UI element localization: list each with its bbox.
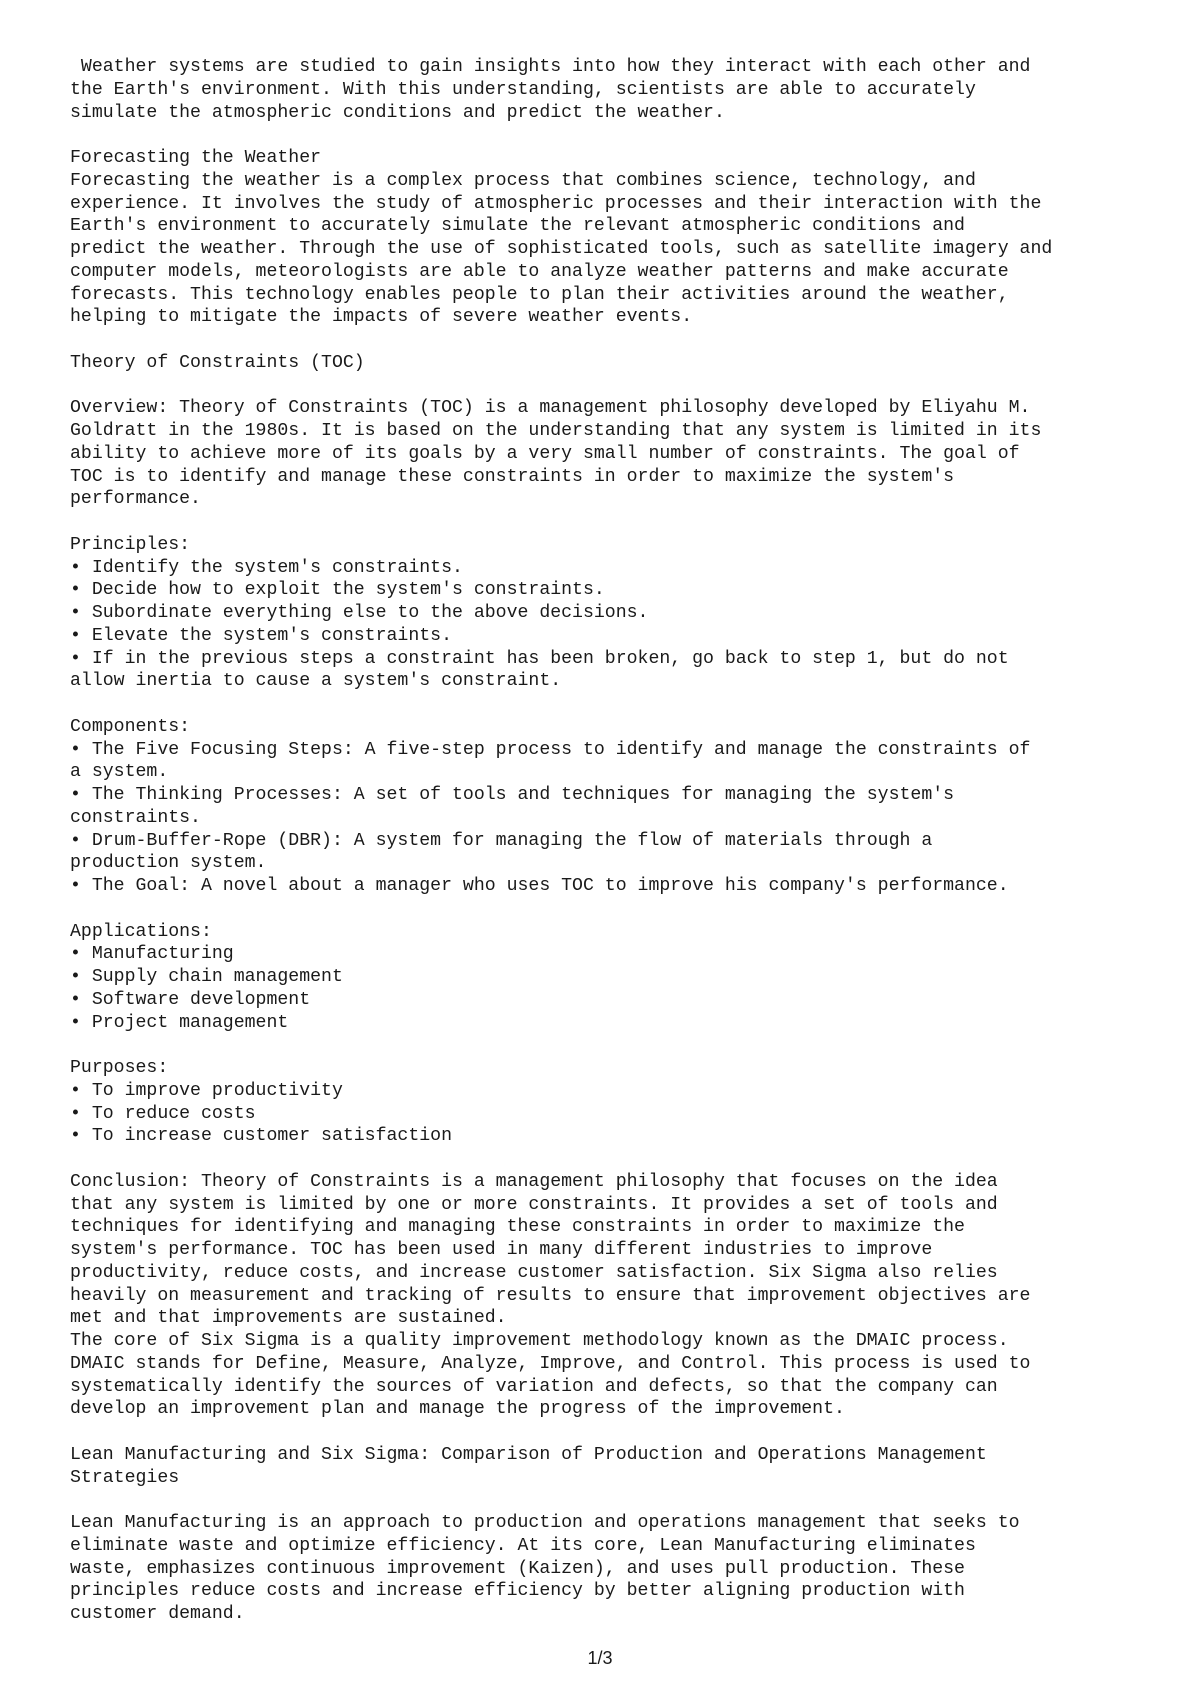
text-line: Overview: Theory of Constraints (TOC) is a management philosophy developed by Eliyahu M. [70,398,1031,419]
text-line: Earth's environment to accurately simulate the relevant atmospheric conditions and [70,216,965,237]
text-line: predict the weather. Through the use of sophisticated tools, such as satellite imagery and [70,239,1053,259]
text-line: ability to achieve more of its goals by a very small number of constraints. The goal of [70,443,1020,464]
text-line: system's performance. TOC has been used in many different industries to improve [70,1240,933,1260]
text-line: • Subordinate everything else to the above decisions. [70,603,649,623]
text-line: met and that improvements are sustained. [70,1308,507,1329]
text-line: Weather systems are studied to gain insights into how they interact with each other and [70,57,1031,77]
text-line: DMAIC stands for Define, Measure, Analyze, Improve, and Control. This process is used to [70,1353,1031,1374]
text-line: simulate the atmospheric conditions and predict the weather. [70,102,725,123]
text-line: Conclusion: Theory of Constraints is a management philosophy that focuses on the idea [70,1171,998,1192]
text-line: • To reduce costs [70,1103,256,1124]
text-line: Components: [70,716,191,737]
text-line: • Project management [70,1012,289,1033]
text-line: experience. It involves the study of atmospheric processes and their interaction with the [70,193,1042,214]
text-line: heavily on measurement and tracking of results to ensure that improvement objectives are [70,1285,1031,1306]
blank-line [70,1421,1170,1444]
text-line: a system. [70,762,169,783]
text-line: waste, emphasizes continuous improvement (Kaizen), and uses pull production. These [70,1558,965,1579]
text-line: Forecasting the weather is a complex process that combines science, technology, and [70,170,976,191]
text-line: Purposes: [70,1058,169,1078]
text-line: TOC is to identify and manage these constraints in order to maximize the system's [70,466,955,487]
text-line: • The Goal: A novel about a manager who uses TOC to improve his company's performance. [70,876,1009,896]
text-line: Lean Manufacturing is an approach to production and operations management that seeks to [70,1513,1020,1533]
text-line: techniques for identifying and managing these constraints in order to maximize the [70,1217,965,1238]
blank-line [70,1489,1170,1512]
text-line: • Elevate the system's constraints. [70,625,452,646]
text-line: • Drum-Buffer-Rope (DBR): A system for managing the flow of materials through a [70,830,933,851]
blank-line [70,329,1170,352]
blank-line [70,124,1170,147]
blank-line [70,375,1170,398]
page-number: 1/3 [587,1648,613,1668]
blank-line [70,511,1170,534]
text-line: forecasts. This technology enables people to plan their activities around the weather, [70,284,1009,305]
text-line: • Manufacturing [70,944,234,965]
text-line: Applications: [70,921,212,942]
blank-line [70,1034,1170,1057]
text-line: • The Five Focusing Steps: A five-step process to identify and manage the constraints of [70,739,1031,760]
text-line: Lean Manufacturing and Six Sigma: Comparison of Production and Operations Management [70,1444,987,1465]
document-body [70,56,1170,1626]
text-line: • To increase customer satisfaction [70,1126,452,1147]
text-line: productivity, reduce costs, and increase customer satisfaction. Six Sigma also relies [70,1262,998,1283]
blank-line [70,898,1170,921]
text-line: Strategies [70,1467,180,1488]
blank-line [70,693,1170,716]
text-line: • To improve productivity [70,1080,343,1101]
text-line: performance. [70,489,201,510]
text-line: Goldratt in the 1980s. It is based on the understanding that any system is limited in its [70,421,1042,441]
text-line: principles reduce costs and increase efficiency by better aligning production with [70,1581,965,1602]
text-line: allow inertia to cause a system's constraint. [70,671,562,692]
text-line: • Decide how to exploit the system's constraints. [70,580,605,601]
blank-line [70,1148,1170,1171]
text-line: computer models, meteorologists are able to analyze weather patterns and make accurate [70,261,1009,282]
text-line: • If in the previous steps a constraint has been broken, go back to step 1, but do not [70,648,1009,669]
text-line: systematically identify the sources of variation and defects, so that the company can [70,1376,998,1397]
text-line: The core of Six Sigma is a quality improvement methodology known as the DMAIC process. [70,1331,1009,1351]
text-line: Principles: [70,534,191,555]
text-line: customer demand. [70,1604,245,1624]
text-line: eliminate waste and optimize efficiency. At its core, Lean Manufacturing eliminates [70,1535,976,1556]
text-line: Theory of Constraints (TOC) [70,352,365,373]
text-line: Forecasting the Weather [70,148,322,168]
text-line: constraints. [70,807,201,828]
text-line: the Earth's environment. With this understanding, scientists are able to accurately [70,79,976,100]
text-line: • Supply chain management [70,967,343,987]
text-line: helping to mitigate the impacts of severe weather events. [70,307,693,328]
text-line: develop an improvement plan and manage the progress of the improvement. [70,1399,845,1420]
text-line: • Software development [70,989,311,1010]
text-line: • The Thinking Processes: A set of tools and techniques for managing the system's [70,785,955,805]
text-line: that any system is limited by one or more constraints. It provides a set of tools and [70,1194,998,1215]
text-line: • Identify the system's constraints. [70,557,463,578]
text-line: production system. [70,853,267,874]
